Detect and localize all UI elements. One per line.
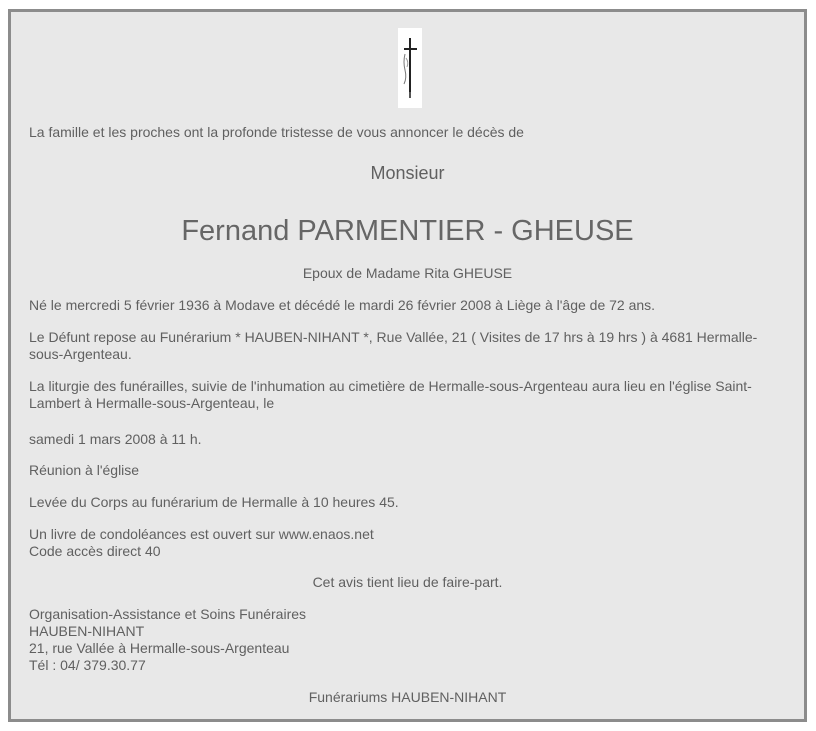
organisation-block [29, 606, 786, 674]
obituary-card [8, 9, 807, 722]
liturgy-text: La liturgie des funérailles, suivie de l'inhumation au cimetière de Hermalle-sous-Argenteau aura lieu en l'église Saint-Lambert à Hermalle-sous-Argenteau, le [29, 378, 752, 411]
deceased-name: Fernand PARMENTIER - GHEUSE [181, 215, 634, 247]
organisation-address: 21, rue Vallée à Hermalle-sous-Argenteau [29, 640, 290, 656]
access-code-line: Code accès direct 40 [29, 543, 161, 559]
intro-text: La famille et les proches ont la profonde tristesse de vous annoncer le décès de [29, 124, 524, 140]
ceremony-date: samedi 1 mars 2008 à 11 h. [29, 431, 202, 447]
honorific: Monsieur [370, 163, 445, 183]
organisation-phone: Tél : 04/ 379.30.77 [29, 657, 146, 673]
spouse-text: Epoux de Madame Rita GHEUSE [302, 265, 513, 281]
condolences-line: Un livre de condoléances est ouvert sur www.enaos.net [29, 526, 374, 542]
cross-emblem-icon [398, 28, 422, 108]
footer-text: Funérariums HAUBEN-NIHANT [308, 689, 507, 705]
organisation-name: HAUBEN-NIHANT [29, 623, 145, 639]
organisation-line: Organisation-Assistance et Soins Funéraires [29, 606, 307, 622]
levee-text: Levée du Corps au funérarium de Hermalle à 10 heures 45. [29, 494, 399, 510]
birth-death-text: Né le mercredi 5 février 1936 à Modave et décédé le mardi 26 février 2008 à Liège à l'âge de 72 ans. [29, 297, 656, 313]
repose-text: Le Défunt repose au Funérarium * HAUBEN-NIHANT *, Rue Vallée, 21 ( Visites de 17 hrs à 19 hrs ) à 4681 Hermalle-sous-Argenteau. [29, 329, 758, 362]
notice-text: Cet avis tient lieu de faire-part. [312, 574, 503, 590]
condolences-block [29, 526, 786, 560]
meeting-text: Réunion à l'église [29, 462, 140, 478]
